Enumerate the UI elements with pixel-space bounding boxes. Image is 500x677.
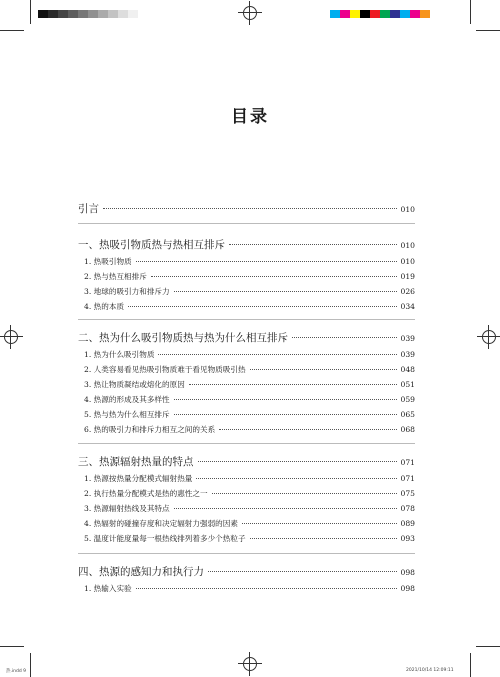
color-swatch (420, 10, 430, 18)
toc-item[interactable] (84, 301, 415, 312)
dot-leader (196, 478, 396, 479)
dot-leader (174, 414, 397, 415)
dot-leader (189, 384, 397, 385)
toc-item[interactable] (84, 488, 415, 499)
dot-leader (292, 337, 397, 338)
toc-page-number: 065 (400, 410, 415, 419)
gray-swatch (48, 10, 58, 18)
gray-swatch (118, 10, 128, 18)
registration-mark-right (480, 328, 498, 346)
dot-leader (128, 306, 396, 307)
trim-mark (30, 0, 31, 24)
gray-swatch (68, 10, 78, 18)
toc-section-3[interactable] (78, 454, 415, 469)
dot-leader (250, 538, 397, 539)
toc-item-label: 1. 热吸引物质 (84, 257, 132, 266)
toc-item-label: 5. 温度计能度量每一根热线排列着多少个热粒子 (84, 534, 246, 543)
trim-mark (470, 0, 471, 24)
trim-mark (30, 653, 31, 677)
grayscale-calibration-bar (38, 10, 138, 18)
toc-item-label: 4. 热辐射的碰撞存度和决定辐射力强弱的因素 (84, 519, 238, 528)
gray-swatch (108, 10, 118, 18)
dot-leader (136, 261, 397, 262)
toc-page-number: 098 (400, 568, 415, 577)
toc-item-label: 3. 热让物质凝结或熔化的原因 (84, 380, 185, 389)
color-swatch (370, 10, 380, 18)
dot-leader (208, 571, 397, 572)
gray-swatch (128, 10, 138, 18)
toc-section-label: 二、热为什么吸引物质热与热为什么相互排斥 (78, 332, 288, 344)
gray-swatch (88, 10, 98, 18)
toc-item-label: 4. 热源的形成及其多样性 (84, 395, 170, 404)
timestamp-slug: 2021/10/14 12:09:11 (406, 668, 454, 673)
toc-item-label: 6. 热的吸引力和排斥力相互之间的关系 (84, 425, 216, 434)
dot-leader (174, 291, 397, 292)
dot-leader (242, 523, 397, 524)
toc-page-number: 078 (400, 504, 415, 513)
dot-leader (250, 369, 397, 370)
gray-swatch (58, 10, 68, 18)
section-divider (78, 319, 415, 320)
gray-swatch (78, 10, 88, 18)
toc-page-number: 089 (400, 519, 415, 528)
toc-page-number: 071 (400, 458, 415, 467)
toc-section-label: 一、热吸引物质热与热相互排斥 (78, 239, 225, 251)
dot-leader (198, 461, 397, 462)
color-swatch (340, 10, 350, 18)
toc-item[interactable] (84, 271, 415, 282)
color-calibration-bar (330, 10, 430, 18)
toc-item[interactable] (84, 286, 415, 297)
registration-mark-top (241, 4, 259, 22)
dot-leader (158, 354, 396, 355)
dot-leader (212, 493, 397, 494)
toc-item[interactable] (84, 424, 415, 435)
toc-item-label: 5. 热与热为什么相互排斥 (84, 410, 170, 419)
toc-item-label: 2. 人类容易看见热吸引物质难于看见物质吸引热 (84, 365, 246, 374)
toc-item-label: 1. 热源按热量分配模式辐射热量 (84, 474, 193, 483)
toc-page-number: 034 (400, 302, 415, 311)
color-swatch (400, 10, 410, 18)
toc-item[interactable] (84, 473, 415, 484)
dot-leader (151, 276, 397, 277)
toc-item-label: 1. 热为什么吸引物质 (84, 350, 155, 359)
toc-item-label: 3. 地球的吸引力和排斥力 (84, 287, 170, 296)
trim-mark (0, 646, 24, 647)
toc-item-label: 2. 热与热互相排斥 (84, 272, 147, 281)
toc-item[interactable] (84, 503, 415, 514)
dot-leader (229, 244, 397, 245)
registration-mark-left (2, 328, 20, 346)
toc-section-4[interactable] (78, 564, 415, 579)
toc-page-number: 039 (400, 350, 415, 359)
section-divider (78, 553, 415, 554)
gray-swatch (38, 10, 48, 18)
toc-page-number: 010 (400, 257, 415, 266)
toc-item[interactable] (84, 533, 415, 544)
toc-section-2[interactable] (78, 330, 415, 345)
dot-leader (136, 588, 397, 589)
toc-page-number: 039 (400, 334, 415, 343)
toc-page-number: 010 (400, 241, 415, 250)
color-swatch (330, 10, 340, 18)
registration-mark-bottom (241, 655, 259, 673)
toc-entry-intro[interactable] (78, 201, 415, 216)
color-swatch (350, 10, 360, 18)
gray-swatch (98, 10, 108, 18)
toc-section-label: 四、热源的感知力和执行力 (78, 566, 204, 578)
toc-page-number: 051 (400, 380, 415, 389)
toc-item-label: 1. 热输入实验 (84, 584, 132, 593)
toc-page-number: 019 (400, 272, 415, 281)
toc-page-number: 071 (400, 474, 415, 483)
toc-page-number: 048 (400, 365, 415, 374)
toc-item[interactable] (84, 583, 415, 594)
dot-leader (103, 208, 397, 209)
toc-page-number: 068 (400, 425, 415, 434)
toc-page-number: 098 (400, 584, 415, 593)
section-divider (78, 443, 415, 444)
dot-leader (174, 399, 397, 400)
toc-item[interactable] (84, 364, 415, 375)
toc-entry-label: 引言 (78, 203, 99, 215)
toc-page-number: 010 (400, 205, 415, 214)
trim-mark (470, 653, 471, 677)
toc-page-number: 093 (400, 534, 415, 543)
section-divider (78, 223, 415, 224)
toc-page-number: 075 (400, 489, 415, 498)
toc-item[interactable] (84, 349, 415, 360)
toc-item[interactable] (84, 256, 415, 267)
trim-mark (0, 30, 24, 31)
toc-item-label: 2. 执行热量分配模式是热的惠性之一 (84, 489, 208, 498)
toc-item[interactable] (84, 518, 415, 529)
color-swatch (380, 10, 390, 18)
toc-item[interactable] (84, 379, 415, 390)
toc-item-label: 4. 热的本质 (84, 302, 125, 311)
color-swatch (410, 10, 420, 18)
dot-leader (174, 508, 397, 509)
page-title: 目录 (231, 107, 269, 127)
toc-item[interactable] (84, 394, 415, 405)
color-swatch (360, 10, 370, 18)
toc-section-label: 三、热源辐射热量的特点 (78, 456, 194, 468)
toc-page-number: 026 (400, 287, 415, 296)
color-swatch (390, 10, 400, 18)
toc-section-1[interactable] (78, 237, 415, 252)
trim-mark (476, 30, 500, 31)
toc-item-label: 3. 热源辐射热线及其特点 (84, 504, 170, 513)
toc-page-number: 059 (400, 395, 415, 404)
trim-mark (476, 646, 500, 647)
dot-leader (219, 429, 396, 430)
file-slug: 热.indd 9 (6, 669, 27, 674)
toc-item[interactable] (84, 409, 415, 420)
